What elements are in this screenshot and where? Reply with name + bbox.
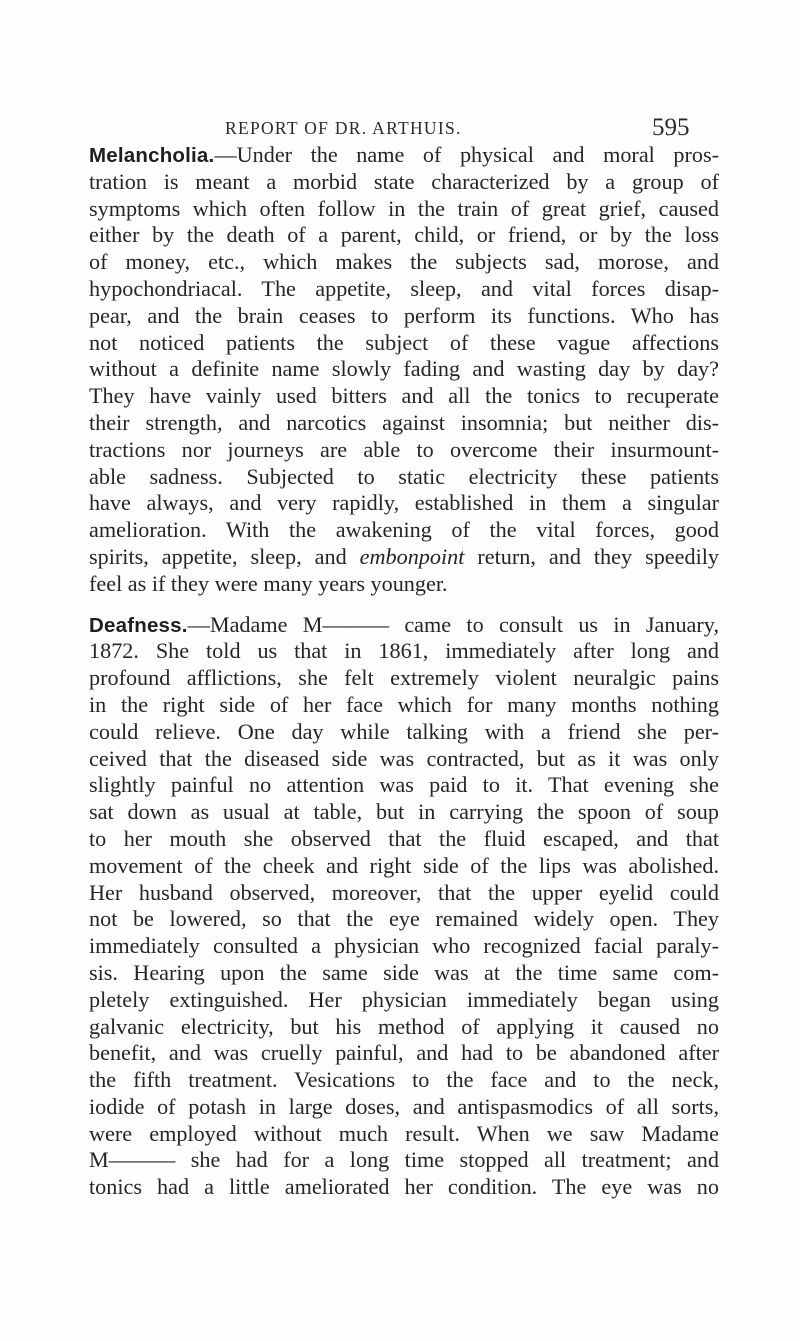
text-line: feel as if they were many years younger.	[89, 570, 448, 596]
text-line: sis. Hearing upon the same side was at the time same com-	[89, 959, 719, 985]
text-line	[89, 142, 719, 169]
text-line: amelioration. With the awakening of the vital forces, good	[89, 517, 719, 543]
text-line: of money, etc., which makes the subjects sad, morose, and	[89, 249, 719, 275]
text-line: immediately consulted a physician who recognized facial paraly-	[89, 933, 719, 959]
text-line: were employed without much result. When we saw Madame	[89, 1120, 719, 1146]
running-title: REPORT OF DR. ARTHUIS.	[225, 118, 462, 138]
text-line: They have vainly used bitters and all the tonics to recuperate	[89, 383, 719, 409]
text-line: the fifth treatment. Vesications to the face and to the neck,	[89, 1067, 719, 1093]
italic-term: embonpoint	[359, 543, 465, 569]
paragraph-gap	[89, 598, 719, 612]
text-run: —Madame M——— came to consult us in January,	[187, 611, 719, 637]
text-line: pear, and the brain ceases to perform its functions. Who has	[89, 302, 719, 328]
text-line: sat down as usual at table, but in carrying the spoon of soup	[89, 799, 719, 825]
text-line: tractions nor journeys are able to overcome their insurmount-	[89, 436, 719, 462]
text-line: movement of the cheek and right side of the lips was abolished.	[89, 852, 719, 878]
paragraph-deafness	[89, 612, 719, 1202]
text-line: slightly painful no attention was paid to it. That evening she	[89, 772, 719, 798]
text-line: without a definite name slowly fading and wasting day by day?	[89, 356, 719, 382]
text-line: pletely extinguished. Her physician immediately began using	[89, 986, 719, 1012]
text-line: have always, and very rapidly, established in them a singular	[89, 490, 719, 516]
text-line: M——— she had for a long time stopped all treatment; and	[89, 1147, 719, 1173]
text-line: profound afflictions, she felt extremely violent neuralgic pains	[89, 665, 719, 691]
section-heading-melancholia: Melancholia.	[89, 144, 215, 167]
text-line: could relieve. One day while talking with a friend she per-	[89, 718, 719, 744]
section-heading-deafness: Deafness.	[89, 613, 188, 637]
text-line: benefit, and was cruelly painful, and had to be abandoned after	[89, 1040, 719, 1066]
text-line: 1872. She told us that in 1861, immediately after long and	[89, 638, 719, 664]
text-line: iodide of potash in large doses, and antispasmodics of all sorts,	[89, 1093, 719, 1119]
text-line: tonics had a little ameliorated her condition. The eye was no	[89, 1174, 719, 1200]
text-run: —Under the name of physical and moral pros-	[214, 142, 719, 167]
text-line	[89, 612, 719, 639]
text-line: not be lowered, so that the eye remained widely open. They	[89, 906, 719, 932]
text-line: hypochondriacal. The appetite, sleep, and vital forces disap-	[89, 275, 719, 301]
paragraph-melancholia	[89, 142, 719, 598]
text-line: in the right side of her face which for many months nothing	[89, 691, 719, 717]
text-line: not noticed patients the subject of these vague affections	[89, 329, 719, 355]
text-line: ceived that the diseased side was contracted, but as it was only	[89, 745, 719, 771]
text-line: either by the death of a parent, child, or friend, or by the loss	[89, 222, 719, 248]
text-line: able sadness. Subjected to static electricity these patients	[89, 463, 719, 489]
text-line	[89, 544, 719, 571]
page-number: 595	[652, 114, 690, 141]
text-line: Her husband observed, moreover, that the upper eyelid could	[89, 879, 719, 905]
text-line: their strength, and narcotics against insomnia; but neither dis-	[89, 409, 719, 435]
text-line: symptoms which often follow in the train of great grief, caused	[89, 195, 719, 221]
page-body	[89, 142, 719, 1201]
text-line: galvanic electricity, but his method of applying it caused no	[89, 1013, 719, 1039]
text-run: spirits, appetite, sleep, and	[89, 543, 360, 569]
text-run: return, and they speedily	[464, 543, 720, 569]
text-line: tration is meant a morbid state characterized by a group of	[89, 168, 719, 194]
text-line: to her mouth she observed that the fluid escaped, and that	[89, 825, 719, 851]
